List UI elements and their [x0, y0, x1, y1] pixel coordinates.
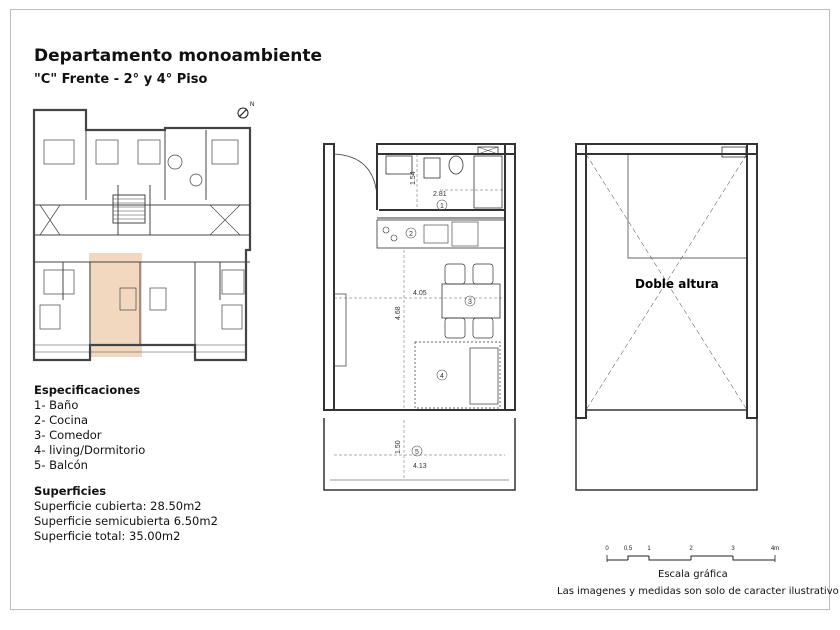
spec-item: 3- Comedor [34, 428, 102, 442]
highlighted-unit [89, 253, 142, 357]
page-subtitle: "C" Frente - 2° y 4° Piso [34, 72, 208, 87]
surface-item: Superficie total: 35.00m2 [34, 529, 181, 543]
surfaces-heading: Superficies [34, 484, 107, 498]
dim-living-width: 4.05 [413, 290, 427, 297]
specifications [34, 383, 145, 473]
main-plan [324, 144, 515, 490]
scale-caption: Escala gráfica [658, 569, 728, 580]
dim-bath-width: 1.54 [410, 171, 417, 185]
scale-tick-4m: 4m [770, 546, 780, 552]
room-number-5: 5 [415, 449, 419, 456]
mezzanine-plan [576, 144, 757, 490]
surface-item: Superficie semicubierta 6.50m2 [34, 514, 218, 528]
scale-tick-05: 0.5 [623, 546, 633, 552]
page-title: Departamento monoambiente [34, 46, 322, 66]
double-height-label: Doble altura [635, 277, 719, 291]
dim-balcony-depth: 1.50 [395, 440, 402, 454]
spec-item: 2- Cocina [34, 413, 89, 427]
scale-tick-3: 3 [731, 546, 735, 552]
dim-living-length: 4.68 [395, 306, 402, 320]
room-number-3: 3 [468, 299, 472, 306]
specs-heading: Especificaciones [34, 383, 141, 397]
surfaces [34, 484, 218, 544]
dim-balcony-width: 4.13 [413, 463, 427, 470]
dim-bath-length: 2.81 [433, 191, 447, 198]
key-plan [34, 110, 250, 360]
spec-item: 5- Balcón [34, 458, 88, 472]
surface-item: Superficie cubierta: 28.50m2 [34, 499, 202, 513]
spec-item: 1- Baño [34, 398, 79, 412]
scale-tick-1: 1 [647, 546, 651, 552]
room-number-4: 4 [440, 373, 444, 380]
room-number-2: 2 [409, 231, 413, 238]
compass-icon [238, 102, 254, 118]
scale-tick-2: 2 [689, 546, 693, 552]
room-number-1: 1 [440, 203, 444, 210]
spec-item: 4- living/Dormitorio [34, 443, 146, 457]
disclaimer-note: Las imagenes y medidas son solo de caracter ilustrativo [557, 586, 839, 597]
scale-bar [607, 555, 775, 562]
scale-tick-0: 0 [605, 546, 609, 552]
compass-label: N [250, 102, 255, 108]
